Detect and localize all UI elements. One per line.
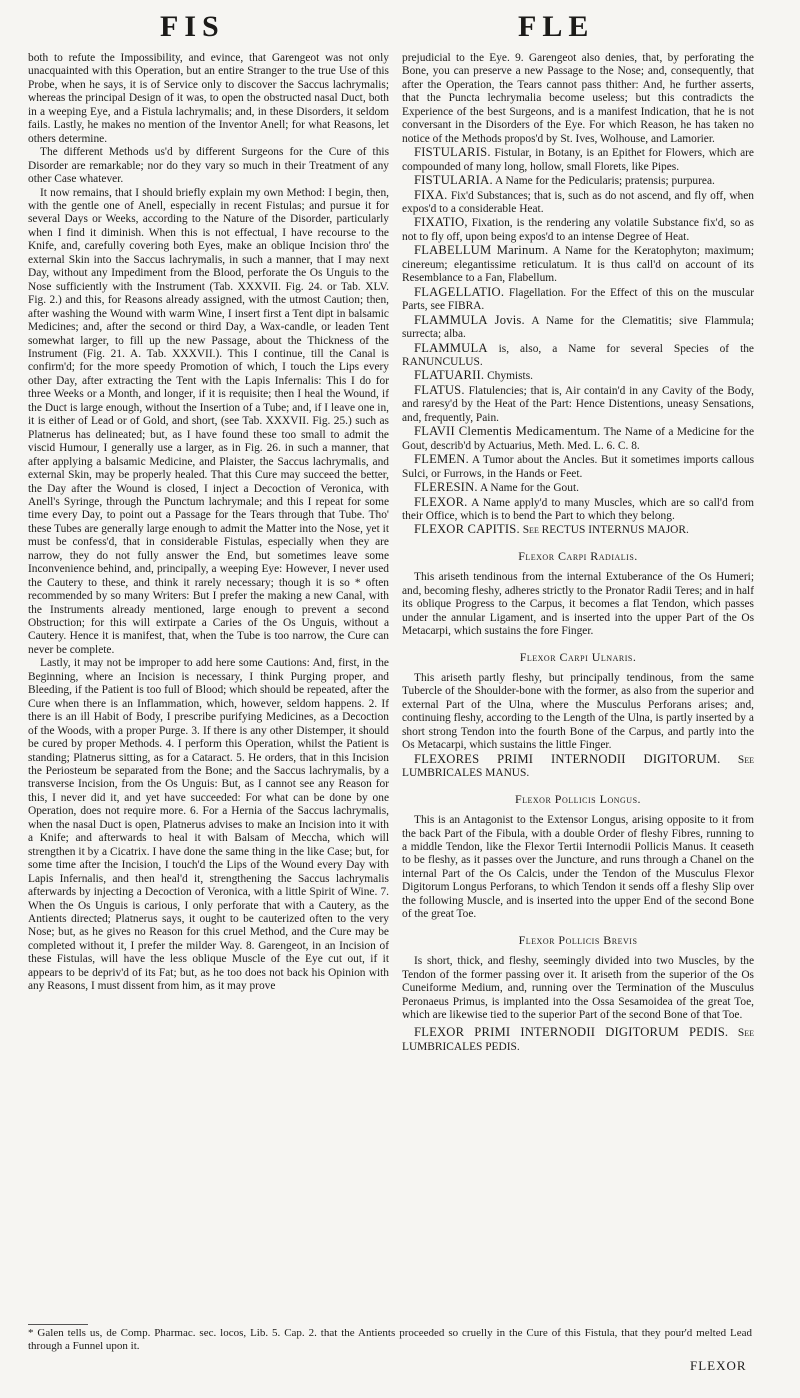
left-column [28, 52, 389, 1320]
dictionary-entry [402, 1026, 754, 1054]
entry-text: A Name for the Clematitis; sive Flammula; surrecta; alba. [402, 314, 754, 341]
dictionary-entry [402, 174, 754, 188]
entry-text: Flagellation. For the Effect of this on the muscular Parts, see FIBRA. [402, 286, 754, 313]
entry-headword: FLEXOR PRIMI INTERNODII DIGITORUM PEDIS. [414, 1025, 729, 1040]
section-text: This is an Antagonist to the Extensor Longus, arising opposite to it from the back Part of the Fibula, with a double Order of fleshy Fibres, running to a middle Tendon, like the Flexor Tertii Internodii Pollicis Manus. It ceaseth to be fleshy, as it passes over the Juncture, and runs through a Chanel on the internal Part of the Os Calcis, under the Tendon of the Musculus Flexor Digitorum Longus Perforans, to which Tendon it sends off a fleshy Slip over the following Muscle, and is inserted into the upper End of the second Bone of the great Toe. [402, 814, 754, 921]
entry-text: A Name apply'd to many Muscles, which are so call'd from their Office, which is to bend the Part to which they belong. [402, 496, 754, 522]
entry-headword: FLEXORES PRIMI INTERNODII DIGITORUM. [414, 751, 721, 766]
entry-text: is, also, a Name for several Species of the RANUNCULUS. [402, 342, 754, 368]
entry-text: A Tumor about the Ancles. But it sometimes imports callous Sulci, or Furrows, in the Hands or Feet. [402, 454, 754, 480]
dictionary-entry [402, 146, 754, 174]
entry-headword: FLATUS. [414, 382, 465, 397]
entry-text: See RECTUS INTERNUS MAJOR. [522, 524, 689, 537]
entry-text: A Name for the Gout. [479, 482, 579, 495]
catchword: FLEXOR [690, 1358, 747, 1373]
entry-text: Fix'd Substances; that is, such as do not ascend, and fly off, when expos'd to a considerable Heat. [402, 189, 754, 215]
right-continuation: prejudicial to the Eye. 9. Garengeot also denies, that, by perforating the Bone, you can preserve a new Passage to the Nose; and, consequently, that after the Operation, the Tears cannot pass thither: And, he further asserts, that the Puncta lechrymalia become useless; but this contradicts the Experience of the best Surgeons, and is a manifest Indication, that he is not conversant in the Disorders of the Eye. For which Reason, he has taken no notice of the Methods propos'd by St. Ives, Wolhouse, and Lamorier. [402, 52, 754, 145]
left-paragraph: It now remains, that I should briefly explain my own Method: I begin, then, with the gentle one of Anell, especially in recent Fistulas; and pursue it for several Days or Weeks, according to the Nature of the Disorder, particularly when I find it diminish. When this is not effectual, I have recourse to the Knife, and, carefully covering both Eyes, make an oblique Incision thro' the external Skin into the Saccus lachrymalis, in such a manner, that I may next Day, without any Impediment from the Blood, perforate the Os Unguis to the Nose sufficiently with the Instrument (Tab. XXXVII. Fig. 24. or Tab. XLV. Fig. 2.) and this, for Reasons already assigned, with the utmost Caution; then, after washing the Wound with warm Wine, I insert first a Tent dipt in balsamic Medicines; and, after the second or third Day, a Wax-candle, or leaden Tent somewhat larger, to fill up the new Passage, about the Thickness of the Instrument (Fig. 21. A. Tab. XXXVII.). This I continue, till the Canal is confirm'd; for the more speedy Promotion of which, I touch the Lips every other Day, after extracting the Tent with the Lapis Infernalis: This I do for three Weeks or a Month, and longer, if it is requisite; then I heal the Wound, if the Duct is large enough, without the Insertion of a Tube; and, if I leave one in, it is either of Lead or of Gold, and short, (see Tab. XXXVII. Fig. 25.) such as Platnerus has delineated; but, as I have found these too small to admit the viscid Humour, I generally use a larger, as in Fig. 26. in such a manner, that after applying a balsamic Medicine, and Plaister, the Saccus lachrymalis, and external Skin, may be properly healed. That this Cure may succeed the better, the Day after the Wound is closed, I inject a Decoction of Veronica, with Anell's Syringe, through the Punctum lachrymale; and this I repeat for some time every Day, to point out a Passage for the Tears through that Tube. Tho' these Tubes are generally large enough to admit the Matter into the Nose, yet it must be confess'd, that in considerable Fistulas, especially when they are narrow, they do not fully answer the End, but sometimes leave some Inconvenience behind, and, principally, a weeping Eye: However, I never used the Cautery to these, and think it rarely necessary; though it is so * often recommended by so many Writers: But I prefer the making a new Canal, with the Instruments already mentioned, large enough to prevent a second Obstruction; for this will extirpate a Caries of the Os Unguis, without a Cautery. Hence it is manifest, that, when the Tube is too narrow, the Cure can never be complete. [28, 186, 389, 656]
entry-headword: FLEXOR CAPITIS. [414, 522, 520, 537]
dictionary-entry [402, 384, 754, 425]
entry-text: Fixation, is the rendering any volatile Substance fix'd, so as not to fly off, upon being expos'd to an intense Degree of Heat. [402, 217, 754, 243]
dictionary-entry [402, 523, 754, 537]
running-header-right: FLE [518, 10, 595, 43]
section-text: This ariseth tendinous from the internal Extuberance of the Os Humeri; and, becoming fleshy, adheres strictly to the Pronator Radii Teres; and in half its oblique Progress to the Carpus, it becomes a flat Tendon, which passes under the annular Ligament, and is inserted into the upper Part of the Os Metacarpi, which sustains the fore Finger. [402, 571, 754, 638]
section-heading: Flexor Carpi Radialis. [518, 548, 638, 563]
entry-headword: FLEXOR. [414, 494, 468, 509]
dictionary-entry [402, 753, 754, 781]
entry-headword: FISTULARIS. [414, 145, 491, 160]
dictionary-entry [402, 286, 754, 314]
section-text: This ariseth partly fleshy, but principally tendinous, from the same Tubercle of the Shoulder-bone with the former, as also from the superior and external Part of the Ulna, where the Musculus Perforans arises; and, continuing fleshy, according to the Length of the Ulna, is partly inserted by a short strong Tendon into the fourth Bone of the Carpus, and partly into the Os Metacarpi, which sustains the little Finger. [402, 672, 754, 752]
entry-headword: FLATUARII. [414, 368, 485, 383]
section-heading: Flexor Pollicis Brevis [518, 932, 638, 947]
entry-text: A Name for the Keratophyton; maximum; cinereum; elegantissime reticulatum. It is thus call'd on account of its Resemblance to a Fan, Flabellum. [402, 245, 754, 285]
footnote [28, 1324, 752, 1353]
right-column [402, 52, 754, 1320]
entry-headword: FLERESIN. [414, 480, 478, 495]
left-paragraph: The different Methods us'd by different Surgeons for the Cure of this Disorder are remarkable; nor do they vary so much in their Treatment of any other Case whatever. [28, 146, 389, 186]
dictionary-entry [402, 342, 754, 370]
dictionary-entry [402, 314, 754, 342]
entry-text: See LUMBRICALES MANUS. [402, 753, 754, 780]
dictionary-entry [402, 481, 754, 495]
dictionary-entry [402, 244, 754, 285]
entry-headword: FLAMMULA Jovis. [414, 312, 525, 327]
entry-headword: FIXATIO, [414, 215, 468, 230]
left-paragraph: both to refute the Impossibility, and evince, that Garengeot was not only unacquainted with this Operation, but an entire Stranger to the true Use of this Probe, when he says, it is of Service only to discover the Saccus lachrymalis; whereas the principal Design of it was, to open the obstructed nasal Duct, both in a weeping Eye, and a Fistula lachrymalis; and, in these Disorders, it seldom fails. Lastly, he makes no mention of the Inventor Anell; for what Reasons, let others determine. [28, 52, 389, 145]
entry-text: See LUMBRICALES PEDIS. [402, 1027, 754, 1053]
entry-headword: FLAGELLATIO. [414, 284, 505, 299]
dictionary-entry [402, 496, 754, 524]
entry-headword: FLEMEN. [414, 452, 469, 467]
dictionary-entry [402, 216, 754, 244]
entry-text: A Name for the Pedicularis; pratensis; purpurea. [495, 175, 715, 188]
entry-headword: FLAVII Clementis Medicamentum. [414, 424, 601, 439]
dictionary-entry [402, 453, 754, 481]
left-paragraph: Lastly, it may not be improper to add here some Cautions: And, first, in the Beginning, where an Incision is necessary, I think Purging proper, and Bleeding, if the Patient is too full of Blood; which should be repeated, after the Cure when there is an Inflammation, which, however, seldom happens. 2. If there is an ill Habit of Body, I prescribe purifying Medicines, as a Decoction of the Woods, with a proper Purge. 3. If there is any other Distemper, it should be cured by proper Methods. 4. I perform this Operation, whilst the Patient is standing; Platnerus sitting, as for a Cataract. 5. He orders, that in this Incision the Periosteum be separated from the Bone; and the Saccus lachrymalis, by a transverse Incision, from the Os Unguis: But, as I cannot see any Reason for this, I never did it, and yet have succeeded: For what can be done by one Operation, does not require more. 6. For a Hernia of the Saccus lachrymalis, when the nasal Duct is open, Platnerus advises to make an Incision into it with a Knife; and afterwards to heal it with Balsam of Meccha, which will strengthen it by a Cicatrix. I have done the same thing in the like Case; but, for some time after the Incision, I touch'd the Lips of the Wound every Day with Lapis Infernalis, and then heal'd it, strengthening the Saccus lachrymalis afterwards by injecting a Decoction of Veronica, with a little Spirit of Wine. 7. When the Os Unguis is carious, I only perforate that with a Cautery, as the Antients directed; Platnerus says, it ought to be cauterized often to the very Nose; but, as he gives no Reason for this cruel Method, and the Cure may be completed without it, I prefer the milder Way. 8. Garengeot, in an Incision of these Fistulas, will have the less oblique Muscle of the Eye cut out, if it appears to be depriv'd of its Fat; but, as he too does not back his Opinion with any Reasons, I must dissent from him, as it may prove [28, 657, 389, 993]
section-heading: Flexor Pollicis Longus. [514, 791, 642, 806]
entry-headword: FLABELLUM Marinum. [414, 243, 549, 258]
entry-text: Fistular, in Botany, is an Epithet for Flowers, which are compounded of many long, hollow, small Florets, like Pipes. [402, 147, 754, 173]
entry-headword: FISTULARIA. [414, 173, 493, 188]
dictionary-entry [402, 425, 754, 453]
footnote-rule [28, 1324, 88, 1325]
entry-text: The Name of a Medicine for the Gout, describ'd by Actuarius, Meth. Med. L. 6. C. 8. [402, 426, 754, 452]
dictionary-entry [402, 189, 754, 217]
section-heading: Flexor Carpi Ulnaris. [519, 649, 637, 664]
entry-headword: FIXA. [414, 187, 448, 202]
footnote-text: * Galen tells us, de Comp. Pharmac. sec. locos, Lib. 5. Cap. 2. that the Antients proceeded so cruelly in the Cure of this Fistula, that they pour'd melted Lead through a Funnel upon it. [28, 1327, 752, 1352]
running-header [0, 10, 800, 50]
entry-headword: FLAMMULA [414, 340, 488, 355]
entry-text: Chymists. [487, 370, 533, 383]
running-header-left: FIS [160, 10, 225, 43]
section-text: Is short, thick, and fleshy, seemingly divided into two Muscles, by the Tendon of the former passing over it. It ariseth from the superior of the Os Cuneiforme Medium, and, running over the Termination of the Musculus Peronaeus Primus, is implanted into the Ossa Sesamoidea of the great Toe, which are likewise tied to the superior Part of the second Bone of that Toe. [402, 955, 754, 1021]
dictionary-entry [402, 369, 754, 383]
entry-text: Flatulencies; that is, Air contain'd in any Cavity of the Body, and raresy'd by the Heat of the Part: Hence Distentions, uneasy Sensations, and, frequently, Pain. [402, 384, 754, 424]
